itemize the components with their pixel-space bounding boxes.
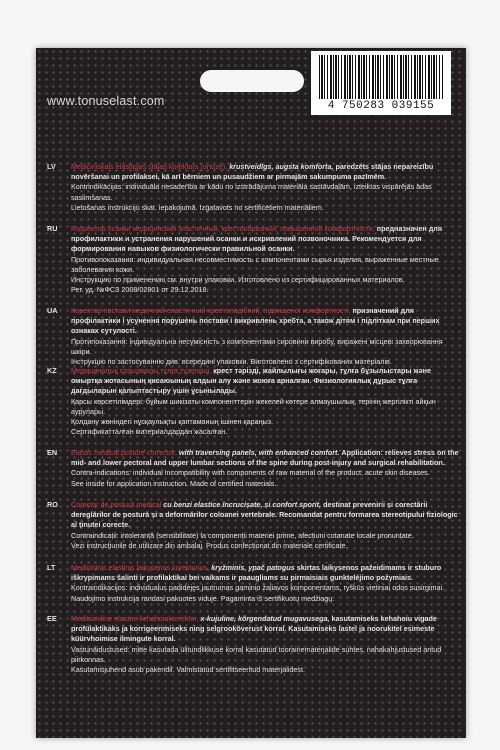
info-line: Қарсы көрсетілімдері: бұйым шикізаты компоненттерін жекелей көтере алмаушылық, терінің жергілікті айқын аурулары.	[71, 396, 436, 416]
product-purpose: skirtas laikysenos pažeidimams ir stuburo iškrypimams šalinti ir profilaktikai bei vaikams ir paaugliams su pirmaisiais gunkteléjimo požymiais.	[71, 563, 442, 583]
info-line: Lietošanas instrukciju skat. iepakojumā. Izgatavots no sertificētiem materiāliem.	[71, 202, 324, 212]
product-purpose: destinat prevenirii și corectării dereglărilor de postură și a deformărilor coloanei vertebrale. Recomandat pentru formarea stereotipului fiziologic al ținutei corecte.	[71, 500, 458, 530]
info-line: Vastunäidustused: mitte kasutada ülitundlikkuse korral kasutatud toorainematerjalide suhtes, nahakahjustused antud piirkonnas.	[71, 644, 442, 664]
info-line: Contra-indications: individual incompatibility with components of raw material of the product, acute skin diseases.	[71, 468, 430, 478]
product-purpose: paredzēts stājas nepareizību novēršanai un profilaksei, kā arī bērniem un pusaudžiem ar pirmajām sakumpuma pazīmēm.	[71, 162, 434, 182]
lang-section-kz	[47, 366, 459, 437]
description	[71, 162, 459, 182]
product-purpose: предназначен для профилактики и устранения нарушений осанки и искривлений позвоночника. Рекомендуется для формирования навыков физиологически правильной осанки.	[71, 224, 443, 254]
description	[71, 448, 459, 468]
product-name: Медициналық созылмалы тұлға түзеткіші,	[71, 366, 214, 375]
lang-body	[71, 306, 459, 367]
description	[71, 306, 459, 337]
lang-code: LT	[47, 563, 56, 572]
info-line: Contraindicații: intoleranță (sensibilitate) la componenții materiei prime, afecțiuni cutanate locale pronunțate.	[71, 530, 414, 540]
product-name: Коректор постави медичний еластичний хрестоподібний, підвищеної комфортності,	[71, 306, 353, 315]
lang-section-ua	[47, 306, 459, 367]
product-features: with traversing panels, with enhanced comfort.	[178, 448, 342, 457]
info-line: Kontrindikācijas: individuāla nesaderība ar kādu no izstrādājuma materiāla sastāvdaļām, izteiktas vispārējās ādas saslimšanas.	[71, 182, 432, 202]
lang-code: KZ	[47, 366, 57, 375]
info-line: Kasutamisjuhend asub pakendil. Valmistatud sertifitseeritud materjalidest.	[71, 665, 305, 675]
info-line: Протипоказання: індивідуальна несумісність з компонентами сировини виробу, виражені місцеві захворювання шкіри.	[71, 336, 443, 356]
lang-code: LV	[47, 162, 56, 171]
lang-code: EN	[47, 448, 58, 457]
product-purpose: призначений для профілактики і усунення порушень постави і викривлень хребта, а також дітям і підліткам при перших ознаках сутулості.	[71, 306, 440, 336]
lang-body	[71, 448, 459, 489]
info-line: Рег. уд. №ФСЗ 2008/02801 от 29.12.2018.	[71, 285, 209, 295]
product-name: Elastic medical posture corrector,	[71, 448, 179, 457]
description	[71, 500, 459, 531]
lang-code: RU	[47, 224, 58, 233]
info-line: Naudojimo instrukcija randasi pakuotės viduje. Pagaminta iš sertifikuotų medžiagų.	[71, 593, 335, 603]
lang-code: UA	[47, 306, 58, 315]
lang-section-lt	[47, 563, 459, 604]
lang-section-ee	[47, 614, 459, 675]
lang-section-ro	[47, 500, 459, 551]
product-name: Корректор осанки медицинский эластичный, крестообразный, повышенной комфортности,	[71, 224, 377, 233]
product-name: Mediciniskais elastīgais stājas korektors (ortoze),	[71, 162, 230, 171]
lang-body	[71, 224, 459, 295]
product-name: Meditsiiniline elastne kehahoiukorrektor,	[71, 614, 201, 623]
barcode-number: 4 750283 039155	[327, 100, 435, 112]
product-features: cu benzi elastice încrucișate, și confort sporit,	[163, 500, 324, 509]
lang-body	[71, 500, 459, 551]
barcode-label	[311, 51, 451, 115]
lang-code: RO	[47, 500, 58, 509]
website-url: www.tonuselast.com	[47, 94, 165, 108]
lang-body	[71, 162, 459, 213]
info-line: Vezi instrucțiunile de utilizare din ambalaj. Produs confecționat din materiale certificate.	[71, 540, 348, 550]
info-line: Қолдану жөніндегі нұсқаулықты қаптаманың ішінен қараңыз.	[71, 417, 274, 427]
lang-body	[71, 366, 459, 437]
info-line: Инструкцию по применению см. внутри упаковки. Изготовлено из сертифицированных материалов.	[71, 275, 405, 285]
description	[71, 224, 459, 255]
description	[71, 366, 459, 397]
hang-hole	[200, 70, 304, 92]
product-purpose: kasutamiseks kehahoiu vigade profülaktikaks ja korrigeerimiseks ning selgrookõverust korral. Kasutamiseks lastel ja noorukitel esimeste küürvhoimise ilmingute korral.	[71, 614, 437, 644]
product-purpose: Application: relieves stress on the mid- and lower pectoral and upper lumbar sections of the spine during post-injury and surgical rehabilitation.	[71, 448, 459, 468]
product-features: x-kujuline, kõrgendatud mugavusega,	[200, 614, 332, 623]
lang-body	[71, 614, 459, 675]
description	[71, 614, 459, 645]
info-line: Сертификатталған материалдардан жасалған.	[71, 427, 228, 437]
description	[71, 563, 459, 583]
lang-section-ru	[47, 224, 459, 295]
info-line: Інструкцію по застосуванню див. всередині упаковки. Виготовлено з сертифікованих матеріалів.	[71, 357, 392, 367]
lang-body	[71, 563, 459, 604]
lang-section-en	[47, 448, 459, 489]
product-name: Corector de postură medical	[71, 500, 164, 509]
barcode-bars	[319, 55, 443, 99]
product-name: Medicininis elastinis laikysenos korektorius,	[71, 563, 212, 572]
info-line: Kontraindikacijos: individualus padidėjęs jautrumas gaminio žaliavos komponentams, ryškūs vietiniai odos susirgimai.	[71, 583, 445, 593]
product-features: kryžminis, ypač patogus	[211, 563, 297, 572]
product-features: krustveidīgs, augsta komforta,	[229, 162, 336, 171]
lang-section-lv	[47, 162, 459, 213]
info-line: Противопоказания: индивидуальная несовместимость с компонентами сырья изделия, выраженные местные заболевания кожи.	[71, 254, 439, 274]
product-purpose: крест тәрізді, жайлылығы жоғары, тұлға бұзылыстары және омыртқа жотасының қисаюының алдын алу және жоюға арналған. Физиологиялық дұрыс тұлға дағдыларын қалыптастыру үшін ұсынылады.	[71, 366, 431, 396]
lang-code: EE	[47, 614, 57, 623]
info-line: See inside for application instruction. Made of certified materials.	[71, 478, 277, 488]
